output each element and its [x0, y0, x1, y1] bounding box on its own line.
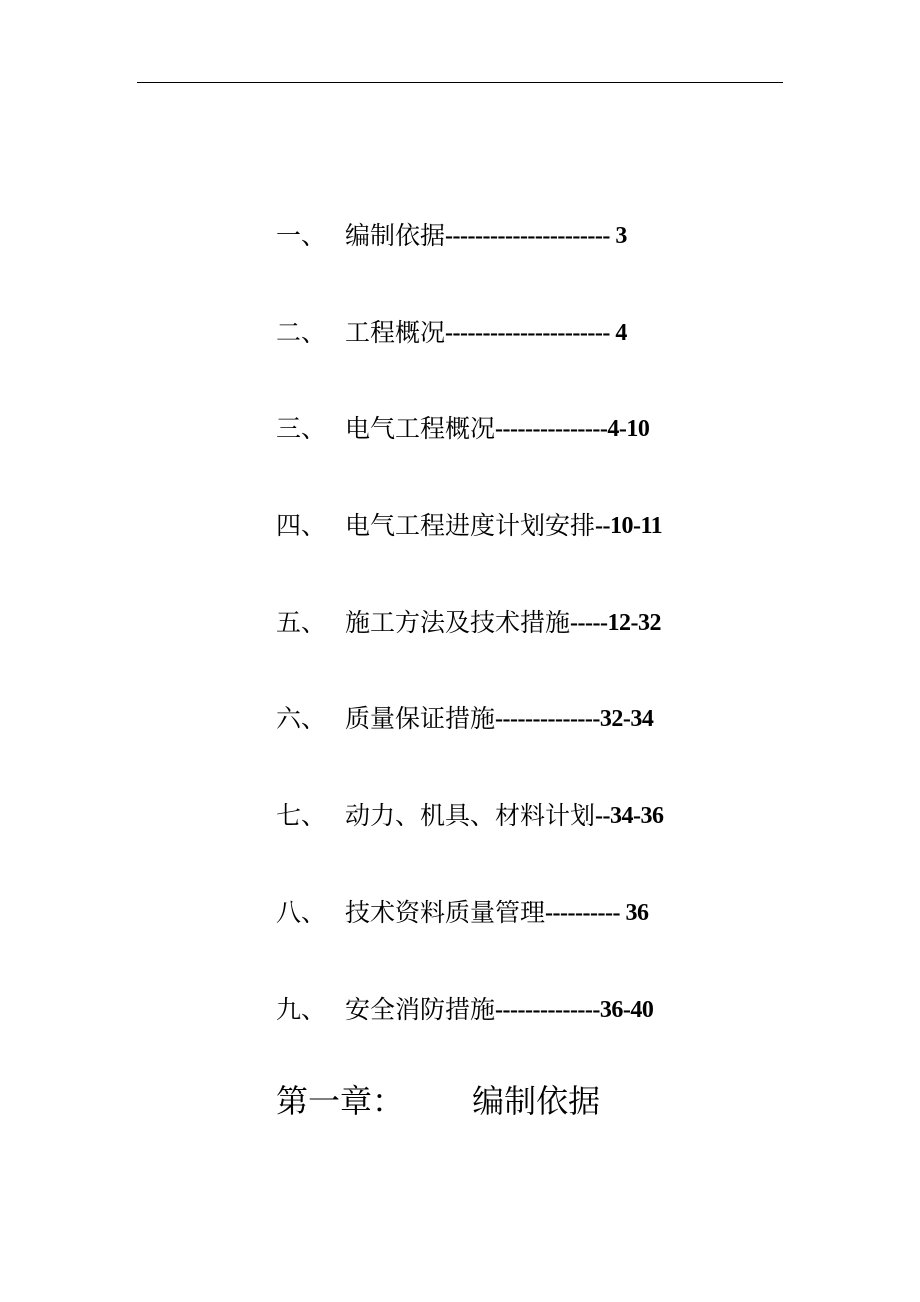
- toc-entry-title: 动力、机具、材料计划: [345, 801, 596, 831]
- toc-entry-9: [276, 988, 796, 1085]
- toc-entry-number: 三、: [276, 414, 327, 444]
- toc-entry-page-leader: ---------------------- 4: [445, 319, 627, 346]
- toc-entry-title: 电气工程概况: [345, 414, 496, 444]
- header-rule: [137, 82, 783, 83]
- toc-entry-title: 安全消防措施: [345, 994, 496, 1024]
- toc-entry-page-leader: --------------36-40: [495, 996, 654, 1023]
- toc-entry-title: 电气工程进度计划安排: [345, 511, 596, 541]
- toc-entry-5: [276, 601, 796, 698]
- toc-entry-number: 五、: [276, 607, 327, 637]
- toc-entry-page-leader: ---------- 36: [545, 899, 649, 926]
- toc-entry-number: 七、: [276, 801, 327, 831]
- chapter-heading: [276, 1076, 600, 1126]
- toc-entry-page-leader: --------------32-34: [495, 706, 654, 733]
- chapter-title: 编制依据: [472, 1082, 601, 1120]
- toc-entry-title: 施工方法及技术措施: [345, 607, 571, 637]
- toc-entry-7: [276, 794, 796, 891]
- toc-entry-page-leader: -----12-32: [570, 609, 661, 636]
- toc-entry-1: [276, 214, 796, 311]
- toc-entry-title: 质量保证措施: [345, 704, 496, 734]
- toc-entry-6: [276, 697, 796, 794]
- toc-entry-number: 一、: [276, 221, 327, 250]
- toc-entry-number: 二、: [276, 317, 327, 347]
- table-of-contents: [276, 214, 796, 1084]
- toc-entry-number: 九、: [276, 994, 327, 1024]
- toc-entry-number: 四、: [276, 511, 327, 541]
- toc-entry-2: [276, 311, 796, 408]
- toc-entry-8: [276, 891, 796, 988]
- toc-entry-number: 六、: [276, 704, 327, 734]
- toc-entry-page-leader: ---------------4-10: [495, 416, 650, 443]
- toc-entry-page-leader: --34-36: [595, 803, 664, 830]
- toc-entry-number: 八、: [276, 897, 327, 927]
- chapter-label: 第一章：: [276, 1082, 405, 1120]
- toc-entry-page-leader: ---------------------- 3: [445, 223, 627, 249]
- toc-entry-title: 编制依据: [345, 221, 446, 250]
- toc-entry-title: 技术资料质量管理: [345, 897, 546, 927]
- toc-entry-3: [276, 407, 796, 504]
- toc-entry-title: 工程概况: [345, 317, 446, 347]
- toc-entry-page-leader: --10-11: [595, 513, 663, 540]
- toc-entry-4: [276, 504, 796, 601]
